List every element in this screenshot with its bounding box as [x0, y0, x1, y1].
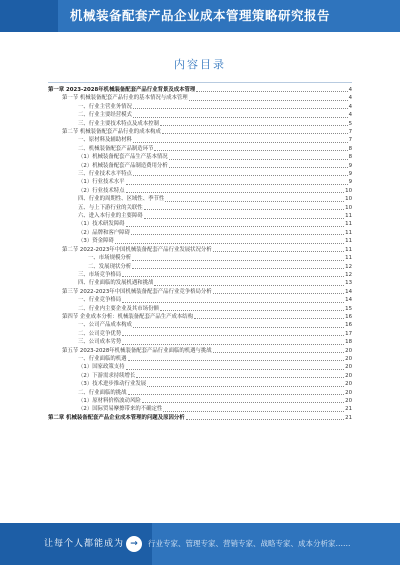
toc-dot-leader [213, 352, 344, 353]
toc-dot-leader [128, 394, 345, 395]
toc-entry-page: 12 [345, 271, 352, 278]
toc-entry[interactable] [48, 296, 352, 304]
toc-entry-label: 三、行业主要技术特点及成本控制 [78, 120, 159, 127]
toc-entry-label: （1）技术研发障碍 [78, 221, 125, 228]
toc-dot-leader [122, 344, 344, 345]
toc-entry-label: （2）行业技术特点 [78, 187, 125, 194]
toc-entry-label: 第四节 企业成本分析：机械装备配套产品生产成本结构 [62, 313, 194, 320]
toc-entry-label: 第五节 2023-2028年机械装备配套产品行业面临的机遇与挑战 [62, 347, 212, 354]
toc-entry-label: 六、进入本行业的主要障碍 [78, 213, 143, 220]
toc-dot-leader [144, 218, 344, 219]
toc-entry-page: 21 [345, 414, 352, 421]
toc-entry-label: （2）品牌和客户障碍 [78, 229, 130, 236]
toc-entry-page: 7 [348, 129, 352, 136]
toc-entry[interactable] [48, 221, 352, 229]
toc-entry[interactable] [48, 111, 352, 119]
toc-entry-label: 一、市场规模分析 [88, 255, 132, 262]
toc-entry-page: 10 [345, 204, 352, 211]
toc-dot-leader [160, 310, 344, 311]
toc-entry-page: 20 [345, 347, 352, 354]
toc-entry[interactable] [48, 153, 352, 161]
toc-entry[interactable] [48, 187, 352, 195]
toc-entry-page: 11 [345, 213, 352, 220]
footer-slogan: 让每个人都能成为 [44, 539, 125, 549]
toc-entry-page: 8 [348, 145, 352, 152]
toc-entry[interactable] [48, 162, 352, 170]
toc-dot-leader [213, 293, 344, 294]
toc-entry-label: 一、行业竞争格局 [78, 297, 122, 304]
toc-entry-label: 二、行业面临的挑战 [78, 389, 127, 396]
toc-dot-leader [133, 327, 344, 328]
report-title: 机械装备配套产品企业成本管理策略研究报告 [69, 8, 330, 23]
toc-entry-page: 11 [345, 255, 352, 262]
toc-dot-leader [154, 150, 347, 151]
toc-dot-leader [160, 125, 348, 126]
toc-entry-label: 一、原材料及辅助材料 [78, 137, 132, 144]
toc-entry[interactable] [48, 263, 352, 271]
toc-entry-page: 4 [348, 112, 352, 119]
toc-entry[interactable] [48, 279, 352, 287]
toc-dot-leader [189, 100, 348, 101]
toc-dot-leader [133, 175, 348, 176]
toc-entry[interactable] [48, 271, 352, 279]
page-footer [0, 523, 400, 565]
toc-entry-page: 11 [345, 229, 352, 236]
toc-entry-label: 四、行业面临的发展机遇和挑战 [78, 280, 154, 287]
toc-entry-page: 16 [345, 322, 352, 329]
toc-dot-leader [133, 108, 348, 109]
toc-entry[interactable] [48, 347, 352, 355]
toc-dot-leader [131, 234, 344, 235]
toc-dot-leader [128, 360, 345, 361]
toc-entry-page: 18 [345, 339, 352, 346]
toc-entry[interactable] [48, 145, 352, 153]
toc-entry-label: 第二节 机械装备配套产品行业的成本构成 [62, 129, 161, 136]
toc-entry-label: 一、行业主营业务情况 [78, 103, 132, 110]
toc-entry-page: 17 [345, 330, 352, 337]
toc-entry[interactable] [48, 330, 352, 338]
toc-dot-leader [163, 411, 344, 412]
toc-entry-page: 12 [345, 263, 352, 270]
toc-dot-leader [213, 251, 344, 252]
toc-entry-page: 5 [348, 120, 352, 127]
toc-entry-label: 二、发展现状分析 [88, 263, 132, 270]
toc-dot-leader [186, 419, 344, 420]
toc-entry-label: 第三节 2022-2023年中国机械装备配套产品行业竞争格局分析 [62, 288, 212, 295]
toc-dot-leader [126, 192, 345, 193]
toc-entry[interactable] [48, 338, 352, 346]
toc-dot-leader [165, 201, 344, 202]
toc-dot-leader [122, 335, 344, 336]
toc-entry-label: 四、行业的周期性、区域性、季节性 [78, 196, 165, 203]
toc-dot-leader [142, 402, 344, 403]
toc-entry-label: （1）原材料价格波动风险 [78, 398, 141, 405]
toc-entry[interactable] [48, 389, 352, 397]
toc-entry[interactable] [48, 120, 352, 128]
toc-dot-leader [169, 159, 348, 160]
toc-entry-page: 14 [345, 297, 352, 304]
toc-entry-page: 21 [345, 406, 352, 413]
toc-entry-label: 二、行业主要经营模式 [78, 112, 132, 119]
toc-entry-page: 20 [345, 398, 352, 405]
toc-entry-label: 二、行业内主要企业及其市场份额 [78, 305, 159, 312]
toc-dot-leader [194, 318, 344, 319]
toc-entry[interactable] [48, 380, 352, 388]
toc-dot-leader [133, 117, 348, 118]
toc-entry-label: （3）技术进步推动行业发展 [78, 381, 147, 388]
toc-entry-page: 20 [345, 389, 352, 396]
toc-dot-leader [196, 91, 347, 92]
toc-entry-page: 20 [345, 372, 352, 379]
toc-entry[interactable] [48, 136, 352, 144]
toc-entry[interactable] [48, 237, 352, 245]
toc-entry[interactable] [48, 246, 352, 254]
toc-entry-label: 一、公司产品成本构成 [78, 322, 132, 329]
toc-entry-page: 11 [345, 221, 352, 228]
toc-entry[interactable] [48, 170, 352, 178]
report-header [0, 0, 400, 32]
toc-dot-leader [162, 133, 348, 134]
toc-entry[interactable] [48, 195, 352, 203]
toc-entry-page: 9 [348, 179, 352, 186]
toc-entry-label: 三、市场竞争格局 [78, 271, 122, 278]
toc-entry-label: 第二章 机械装备配套产品企业成本管理的问题及原因分析 [48, 414, 185, 421]
toc-entry-page: 7 [348, 137, 352, 144]
toc-entry[interactable] [48, 94, 352, 102]
toc-entry[interactable] [48, 204, 352, 212]
toc-entry[interactable] [48, 103, 352, 111]
toc-entry-page: 20 [345, 355, 352, 362]
toc-dot-leader [136, 377, 344, 378]
toc-entry-page: 10 [345, 187, 352, 194]
toc-entry[interactable] [48, 414, 352, 422]
toc-entry[interactable] [48, 405, 352, 413]
toc-dot-leader [147, 386, 344, 387]
toc-entry[interactable] [48, 86, 352, 94]
toc-dot-leader [154, 285, 344, 286]
toc-entry-page: 4 [348, 86, 352, 93]
toc-dot-leader [122, 276, 344, 277]
toc-entry[interactable] [48, 355, 352, 363]
toc-entry[interactable] [48, 288, 352, 296]
toc-entry-page: 13 [345, 280, 352, 287]
toc-entry-label: （1）机械装备配套产品生产基本情况 [78, 154, 168, 161]
toc-dot-leader [126, 184, 348, 185]
toc-dot-leader [126, 369, 345, 370]
toc-entry-label: 二、机械装备配套产品制造环节 [78, 145, 154, 152]
toc-entry-page: 8 [348, 154, 352, 161]
toc-entry-page: 20 [345, 381, 352, 388]
toc-entry[interactable] [48, 305, 352, 313]
toc-dot-leader [132, 268, 344, 269]
toc-entry-page: 10 [345, 196, 352, 203]
toc-entry-label: 一、行业面临的机遇 [78, 355, 127, 362]
toc-entry-label: 第二节 2022-2023年中国机械装备配套产品行业发展状况分析 [62, 246, 212, 253]
toc-entry-label: 三、行业技术水平特点 [78, 171, 132, 178]
toc-entry[interactable] [48, 397, 352, 405]
toc-entry-label: 第一节 机械装备配套产品行业的基本情况与成本管理 [62, 95, 188, 102]
toc-entry-label: （2）国际贸易摩擦带来的不确定性 [78, 406, 163, 413]
toc-entry-label: （1）行业技术水平 [78, 179, 125, 186]
toc-entry-page: 4 [348, 103, 352, 110]
toc-entry[interactable] [48, 313, 352, 321]
toc-entry-page: 9 [348, 171, 352, 178]
toc-dot-leader [133, 142, 348, 143]
toc-entry[interactable] [48, 254, 352, 262]
footer-arrow-icon: → [126, 536, 142, 552]
toc-entry-page: 15 [345, 305, 352, 312]
toc-dot-leader [132, 260, 344, 261]
toc-entry-page: 9 [348, 162, 352, 169]
toc-entry-page: 14 [345, 288, 352, 295]
toc-divider [48, 82, 352, 83]
table-of-contents [48, 86, 352, 422]
toc-entry-label: 二、公司竞争优势 [78, 330, 122, 337]
toc-entry-label: （2）下游需求持续增长 [78, 372, 136, 379]
toc-entry-label: 五、与上下游行业的关联性 [78, 204, 143, 211]
toc-heading: 内容目录 [174, 58, 226, 71]
toc-entry[interactable] [48, 321, 352, 329]
toc-entry-label: 第一章 2023-2028年机械装备配套产品行业背景及成本管理 [48, 86, 196, 93]
toc-entry-label: （1）国家政策支持 [78, 364, 125, 371]
toc-dot-leader [126, 226, 345, 227]
toc-entry[interactable] [48, 128, 352, 136]
toc-entry-page: 4 [348, 95, 352, 102]
toc-entry[interactable] [48, 372, 352, 380]
footer-expert-list: 行业专家、管理专家、营销专家、战略专家、成本分析家…… [148, 539, 351, 548]
toc-entry-page: 16 [345, 313, 352, 320]
toc-entry[interactable] [48, 178, 352, 186]
toc-entry[interactable] [48, 212, 352, 220]
toc-entry-page: 20 [345, 364, 352, 371]
toc-entry-page: 11 [345, 246, 352, 253]
toc-entry-label: （3）资金障碍 [78, 238, 114, 245]
toc-entry[interactable] [48, 363, 352, 371]
toc-dot-leader [169, 167, 348, 168]
toc-entry[interactable] [48, 229, 352, 237]
toc-entry-label: （2）机械装备配套产品制造费用分析 [78, 162, 168, 169]
toc-entry-page: 11 [345, 238, 352, 245]
toc-entry-label: 三、公司成本劣势 [78, 339, 122, 346]
toc-dot-leader [144, 209, 344, 210]
toc-dot-leader [115, 243, 344, 244]
toc-dot-leader [122, 302, 344, 303]
